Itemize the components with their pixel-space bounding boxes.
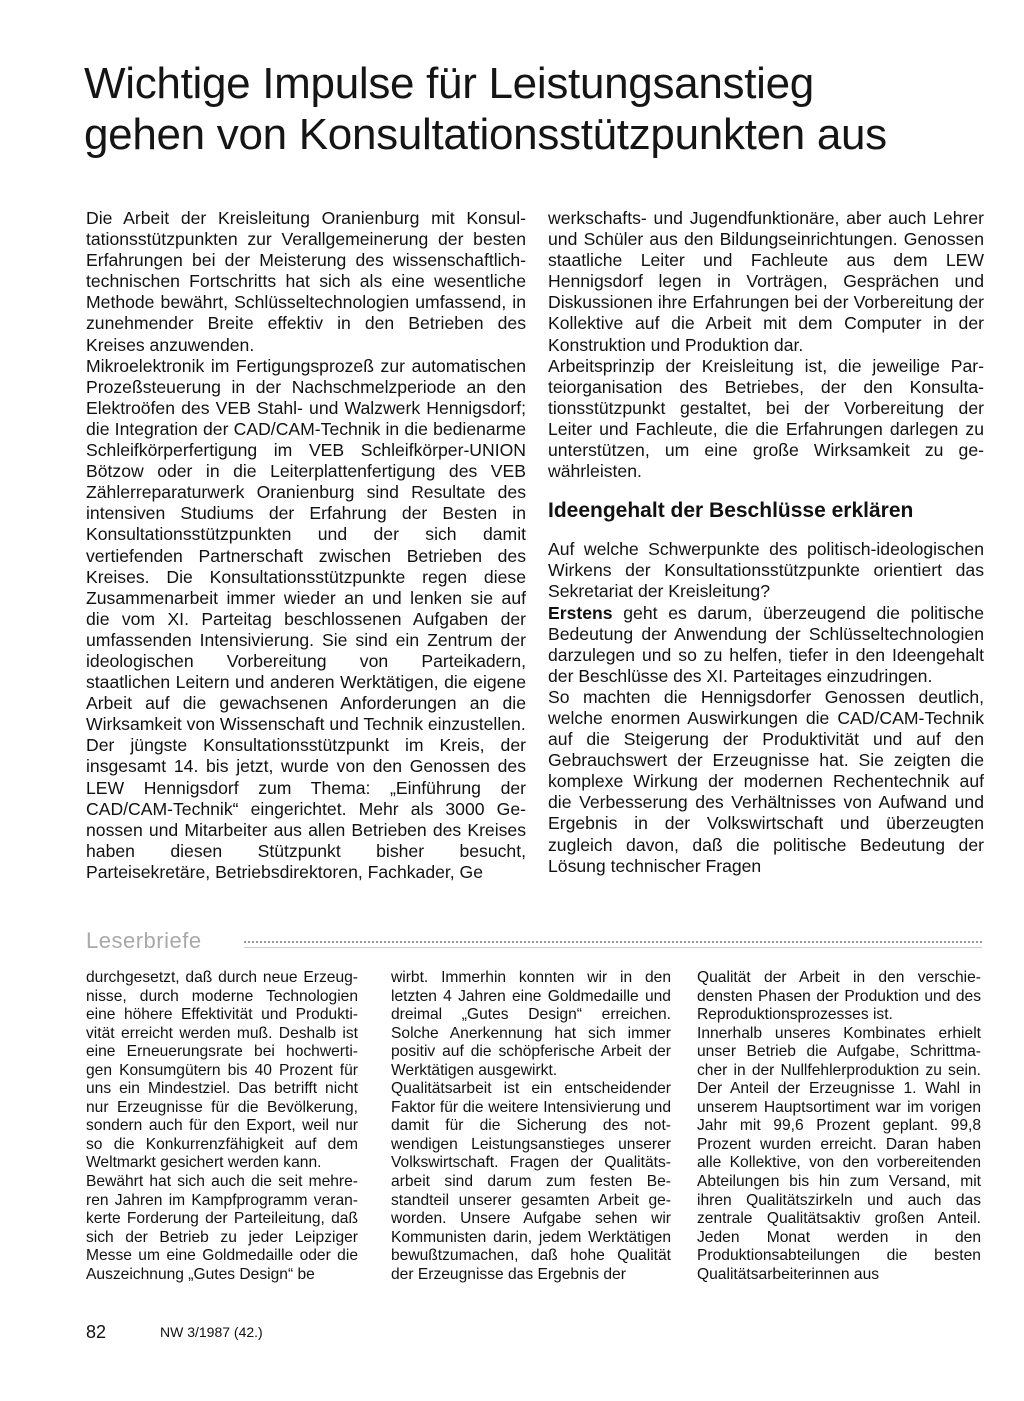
letter-paragraph: Qualität der Arbeit in den verschiedensten Phasen der Produktion und des Reproduktionsprozesses ist.: [697, 969, 981, 1024]
letter-paragraph: Bewährt hat sich auch die seit mehreren Jahren im Kampfprogramm verankerte Forderung der Parteileitung, daß sich der Betrieb zu jeder Leipziger Messe um eine Goldmedaille oder die Auszeichnung „Gutes Design“ be: [86, 1173, 358, 1283]
article-paragraph: Arbeitsprinzip der Kreisleitung ist, die jeweilige Parteiorganisation des Betriebes, der den Konsultationsstützpunkt gestaltet, bei der Vorbereitung der Leiter und Fachleute, die die Erfahrungen darlegen zu unterstützen, um eine große Wirksamkeit zu gewährleisten.: [548, 355, 984, 482]
letter-paragraph: Innerhalb unseres Kombinates erhielt unser Betrieb die Aufgabe, Schrittmacher in der Nullfehlerproduktion zu sein. Der Anteil der Erzeugnisse 1. Wahl in unserem Hauptsortiment war im vorigen Jahr mit 99,6 Prozent geplant. 99,8 Prozent wurden erreicht. Daran haben alle Kollektive, von den vorbereitenden Abteilungen bis hin zum Versand, mit ihren Qualitätszirkeln und auch das zentrale Qualitätsaktiv großen Anteil. Jeden Monat werden in den Produktionsabteilungen die besten Qualitätsarbeiterinnen aus: [697, 1024, 981, 1283]
page-number: 82: [86, 1322, 107, 1342]
article-paragraph: Die Arbeit der Kreisleitung Oranienburg mit Konsultationsstützpunkten zur Verallgemeinerung der besten Erfahrungen bei der Meisterung des wissenschaftlich-technischen Fortschritts hat sich als eine wesentliche Methode bewährt, Schlüsseltechnologien umfassend, in zunehmender Breite effektiv in den Betrieben des Kreises anzuwenden.: [86, 208, 526, 355]
article-title-line-1: Wichtige Impulse für Leistungsanstieg: [84, 59, 814, 108]
article-column-2: [548, 208, 984, 877]
issue-label: NW 3/1987 (42.): [160, 1324, 263, 1340]
article-paragraph: werkschafts- und Jugendfunktionäre, aber auch Lehrer und Schüler aus den Bildungseinrichtungen. Genossen staatliche Leiter und Fachleute aus dem LEW Hennigsdorf legen in Vorträgen, Gesprächen und Diskussionen ihre Erfahrungen bei der Vorbereitung der Kollektive auf die Arbeit mit dem Computer in der Konstruktion und Produktion dar.: [548, 208, 984, 355]
article-paragraph: Auf welche Schwerpunkte des politisch-ideologischen Wirkens der Konsultationsstützpunkte orientiert das Sekretariat der Kreisleitung?: [548, 539, 984, 602]
article-paragraph: [548, 603, 984, 687]
letters-section-label: Leserbriefe: [86, 928, 202, 953]
letters-section-header: [86, 928, 982, 954]
letter-paragraph: wirbt. Immerhin konnten wir in den letzten 4 Jahren eine Goldmedaille und dreimal „Gutes Design“ erreichen. Solche Anerkennung hat sich immer positiv auf die schöpferische Arbeit der Werktätigen ausgewirkt.: [391, 969, 671, 1079]
letter-paragraph: durchgesetzt, daß durch neue Erzeugnisse, durch moderne Technologien eine höhere Effektivität und Produktivität erreicht werden muß. Deshalb ist eine Erneuerungsrate bei hochwertigen Konsumgütern bis 40 Prozent für uns ein Mindestziel. Das betrifft nicht nur Erzeugnisse für die Bevölkerung, sondern auch für den Export, weil nur so die Konkurrenzfähigkeit auf dem Weltmarkt gesichert werden kann.: [86, 969, 358, 1172]
article-paragraph: Mikroelektronik im Fertigungsprozeß zur automatischen Prozeßsteuerung in der Nachschmelzperiode an den Elektroöfen des VEB Stahl- und Walzwerk Hennigsdorf; die Integration der CAD/CAM-Technik in die bedienarme Schleifkörperfertigung im VEB Schleifkörper-UNION Bötzow oder in die Leiterplattenfertigung des VEB Zählerreparaturwerk Oranienburg sind Resultate des intensiven Studiums der Erfahrung der Besten in Konsultationsstützpunkten und der sich damit vertiefenden Partnerschaft zwischen Betrieben des Kreises. Die Konsultationsstützpunkte regen diese Zusammenarbeit immer wieder an und lenken sie auf die vom XI. Parteitag beschlossenen Aufgaben der umfassenden Intensivierung. Sie sind ein Zentrum der ideologischen Vorbereitung von Parteikadern, staatlichen Leitern und anderen Werktätigen, die eigene Arbeit auf die gewachsenen Anforderungen an die Wirksamkeit von Wissenschaft und Technik einzustellen.: [86, 355, 526, 735]
letter-paragraph: Qualitätsarbeit ist ein entscheidender Faktor für die weitere Intensivierung und damit für die Sicherung des notwendigen Leistungsanstieges unserer Volkswirtschaft. Fragen der Qualitätsarbeit sind darum zum festen Bestandteil unserer gesamten Arbeit geworden. Unsere Aufgabe sehen wir Kommunisten darin, jedem Werktätigen bewußtzumachen, daß hohe Qualität der Erzeugnisse das Ergebnis der: [391, 1080, 671, 1283]
lead-word: Erstens: [548, 602, 613, 623]
article-paragraph: Der jüngste Konsultationsstützpunkt im Kreis, der insgesamt 14. bis jetzt, wurde von den Genossen des LEW Hennigsdorf zum Thema: „Einführung der CAD/CAM-Technik“ eingerichtet. Mehr als 3000 Genossen und Mitarbeiter aus allen Betrieben des Kreises haben diesen Stützpunkt bisher besucht, Parteisekretäre, Betriebsdirektoren, Fachkader, Ge: [86, 735, 526, 882]
article-paragraph: So machten die Hennigsdorfer Genossen deutlich, welche enormen Auswirkungen die CAD/CAM-Technik auf die Steigerung der Produktivität und auf den Gebrauchswert der Erzeugnisse hat. Sie zeigten die komplexe Wirkung der modernen Rechentechnik auf die Verbesserung des Verhältnisses von Aufwand und Ergebnis in der Volkswirtschaft und überzeugten zugleich davon, daß die politische Bedeutung der Lösung technischer Fragen: [548, 686, 984, 876]
article-column-1: [86, 208, 526, 883]
letters-column-3: [697, 969, 981, 1284]
letters-column-2: [391, 969, 671, 1284]
section-subheading: Ideengehalt der Beschlüsse erklären: [548, 499, 914, 523]
letters-column-1: [86, 969, 358, 1284]
article-title-line-2: gehen von Konsultationsstützpunkten aus: [84, 110, 887, 159]
section-divider: [244, 941, 982, 948]
article-title: [84, 58, 984, 160]
paragraph-text: geht es darum, überzeugend die politische Bedeutung der Anwendung der Schlüsseltechnologien darzulegen und so zu helfen, tiefer in den Ideengehalt der Beschlüsse des XI. Parteitages einzudringen.: [548, 602, 984, 686]
